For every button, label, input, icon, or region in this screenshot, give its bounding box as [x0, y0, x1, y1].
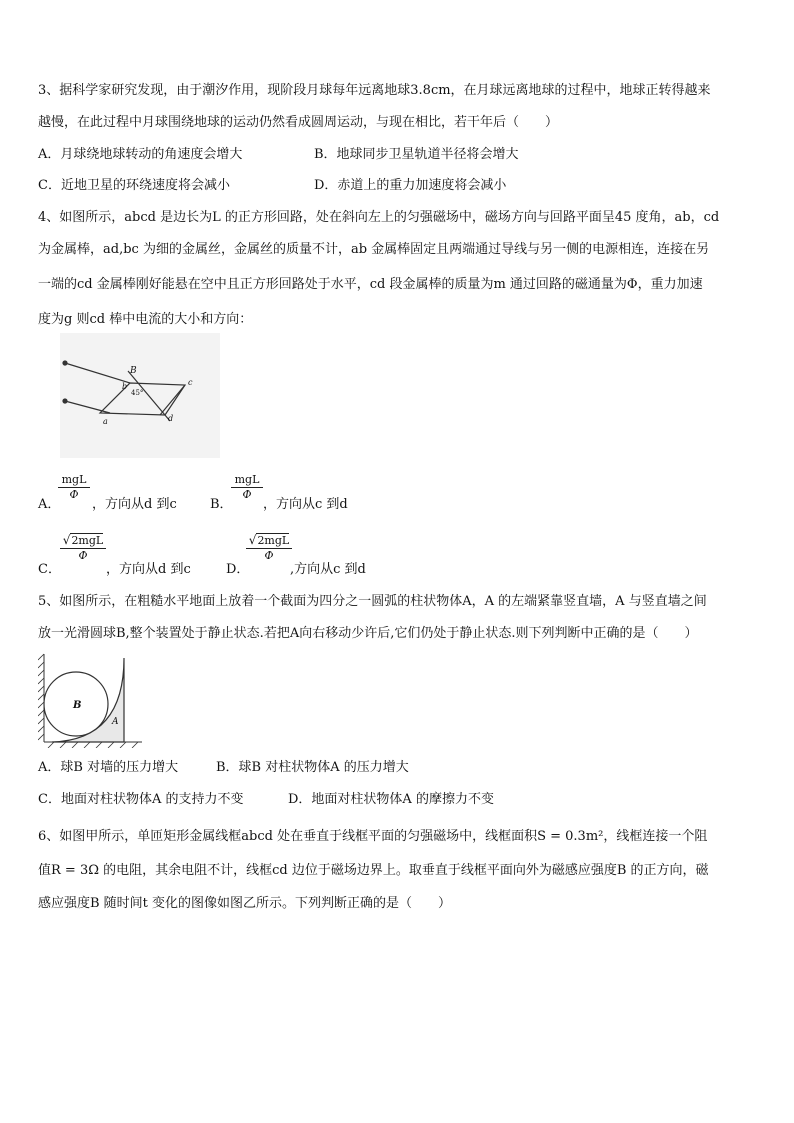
q4-option-b-denominator: Φ	[242, 488, 252, 501]
q4-option-b-label: B．	[210, 497, 233, 512]
q4-option-b-text: ，方向从c 到d	[263, 497, 348, 512]
q4-fig-label-b-field: B	[130, 366, 137, 376]
q3-option-a: A．月球绕地球转动的角速度会增大	[38, 147, 243, 162]
q4-option-a-text: ，方向从d 到c	[92, 497, 177, 512]
q4-option-b-numerator: mgL	[234, 473, 260, 486]
q4-option-c-numerator-wrap: √2mgL	[62, 533, 104, 547]
q6-stem-line-2: 值R = 3Ω 的电阻，其余电阻不计，线框cd 边位于磁场边界上。取垂直于线框平面向外为磁感应强度B 的正方向，磁	[38, 863, 709, 878]
q4-stem-line-2: 为金属棒，ad,bc 为细的金属丝，金属丝的质量不计，ab 金属棒固定且两端通过导线与另一侧的电源相连，连接在另	[38, 242, 710, 257]
q6-stem-line-3: 感应强度B 随时间t 变化的图像如图乙所示。下列判断正确的是（ ）	[38, 896, 452, 911]
q4-option-c-denominator: Φ	[78, 549, 88, 562]
q4-option-a-label: A．	[38, 497, 61, 512]
q5-option-a: A．球B 对墙的压力增大	[38, 760, 179, 775]
q5-option-b: B．球B 对柱状物体A 的压力增大	[216, 760, 409, 775]
q3-option-c: C．近地卫星的环绕速度将会减小	[38, 178, 230, 193]
q4-stem-line-4: 度为g 则cd 棒中电流的大小和方向：	[38, 312, 253, 327]
q4-fig-label-a: a	[103, 417, 108, 426]
q3-option-d: D．赤道上的重力加速度将会减小	[314, 178, 507, 193]
q4-fig-label-d: d	[168, 414, 174, 423]
q4-option-a-fraction	[58, 473, 90, 502]
q4-option-d-numerator-wrap: √2mgL	[248, 533, 290, 547]
q5-option-d: D．地面对柱状物体A 的摩擦力不变	[288, 792, 494, 807]
q5-stem-line-1: 5、如图所示，在粗糙水平地面上放着一个截面为四分之一圆弧的柱状物体A，A 的左端紧靠竖直墙，A 与竖直墙之间	[38, 594, 707, 609]
q4-option-c-text: ，方向从d 到c	[106, 562, 191, 577]
q5-fig-label-a: A	[112, 717, 119, 727]
q4-option-c-label: C．	[38, 562, 61, 577]
q4-option-c-fraction	[60, 533, 106, 563]
q4-option-c-numerator: 2mgL	[71, 534, 104, 547]
q4-option-d-denominator: Φ	[264, 549, 274, 562]
q5-figure-ball-block	[38, 652, 144, 748]
q4-stem-line-1: 4、如图所示，abcd 是边长为L 的正方形回路，处在斜向左上的匀强磁场中，磁场方向与回路平面呈45 度角，ab，cd	[38, 210, 720, 225]
q4-option-d-label: D．	[226, 562, 250, 577]
q4-option-d-text: ,方向从c 到d	[290, 562, 366, 577]
q6-stem-line-1: 6、如图甲所示，单匝矩形金属线框abcd 处在垂直于线框平面的匀强磁场中，线框面积S = 0.3m²，线框连接一个阻	[38, 829, 708, 844]
q3-stem-line-1: 3、据科学家研究发现，由于潮汐作用，现阶段月球每年远离地球3.8cm，在月球远离地球的过程中，地球正转得越来	[38, 83, 711, 98]
q4-figure-loop	[60, 333, 220, 458]
q4-fig-label-b: b	[122, 382, 128, 391]
q4-fig-label-c: c	[188, 378, 193, 387]
q3-option-b: B．地球同步卫星轨道半径将会增大	[314, 147, 519, 162]
q4-stem-line-3: 一端的cd 金属棒刚好能悬在空中且正方形回路处于水平，cd 段金属棒的质量为m 通过回路的磁通量为Φ，重力加速	[38, 277, 703, 292]
q5-stem-line-2: 放一光滑圆球B,整个装置处于静止状态.若把A向右移动少许后,它们仍处于静止状态.则下列判断中正确的是（ ）	[38, 626, 698, 641]
q4-option-d-fraction	[246, 533, 292, 563]
q5-fig-label-b: B	[73, 700, 82, 711]
q4-option-b-fraction	[231, 473, 263, 502]
q5-option-c: C．地面对柱状物体A 的支持力不变	[38, 792, 244, 807]
q4-option-d-numerator: 2mgL	[257, 534, 290, 547]
q4-option-a-numerator: mgL	[61, 473, 87, 486]
q3-stem-line-2: 越慢，在此过程中月球围绕地球的运动仍然看成圆周运动，与现在相比，若干年后（ ）	[38, 115, 559, 130]
q4-option-a-denominator: Φ	[69, 488, 79, 501]
q4-fig-label-angle: 45°	[131, 389, 144, 397]
